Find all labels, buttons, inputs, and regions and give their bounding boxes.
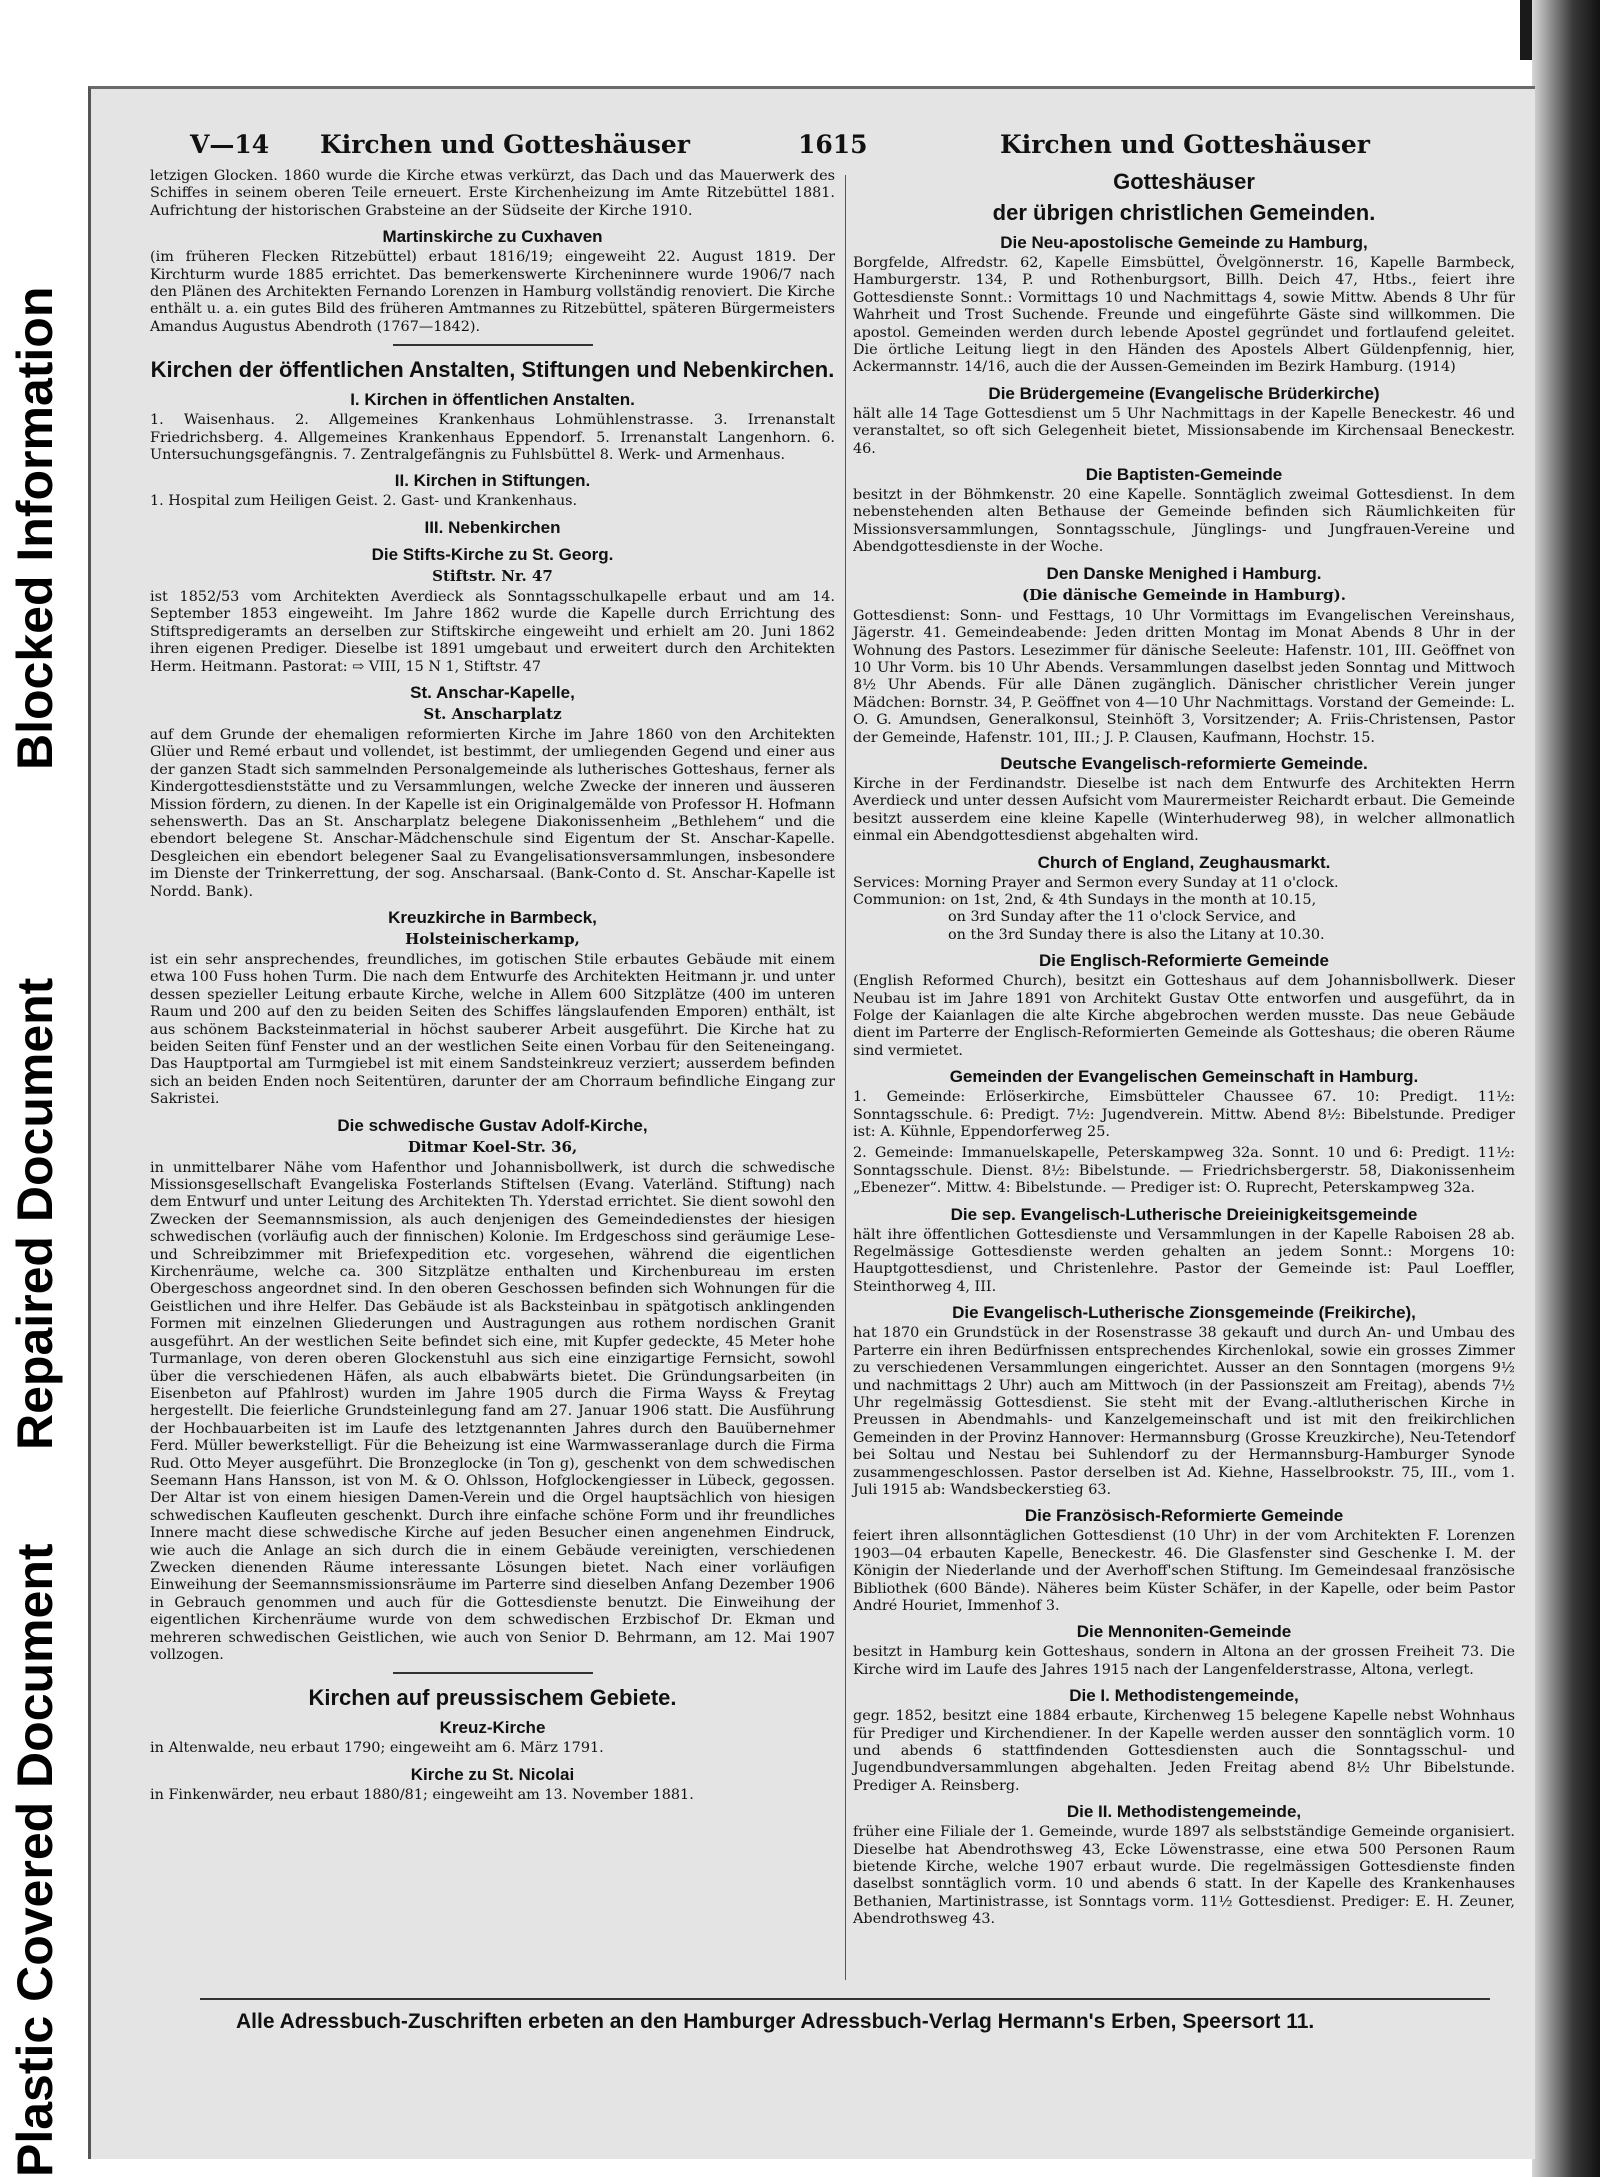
s1-title: I. Kirchen in öffentlichen Anstalten.	[350, 390, 635, 410]
meth2-text: früher eine Filiale der 1. Gemeinde, wurde 1897 als selbstständige Gemeinde organisiert. Dieselbe hat Abendrothsweg 43, Ecke Löwenstrasse, eine etwa 500 Personen Raum bietende Kirche, welche 1907 erbaut wurde. Die regelmässigen Gottesdienste finden daselbst sonntäglich vorm. 10 und abends 6 statt. In der Kapelle des Krankenhauses Bethanien, Martinistrasse, ist Sonntags vorm. 11½ Gottesdienst. Prediger: E. H. Zeuner, Abendrothsweg 43.	[853, 1824, 1515, 1928]
footer-rule	[200, 1998, 1490, 2000]
franz-text: feiert ihren allsonntäglichen Gottesdienst (10 Uhr) in der vom Architekten F. Lorenzen 1903—04 erbauten Kapelle, Beneckestr. 46. Die Glasfenster sind Geschenke I. M. der Königin der Niederlande und der Averhoff'schen Stiftung. Im Gemeindesaal französische Bibliothek (600 Bände). Näheres beim Küster Schäfer, in der Kapelle, oder beim Pastor André Houriet, Immenhof 3.	[853, 1528, 1515, 1614]
menno-title: Die Mennoniten-Gemeinde	[1076, 1622, 1292, 1642]
banner-label-plastic: Plastic Covered Document	[7, 1543, 63, 2177]
england-communion-3: on the 3rd Sunday there is also the Litany at 10.30.	[948, 926, 1325, 943]
banner-label-repaired: Repaired Document	[7, 977, 63, 1450]
england-services: Services: Morning Prayer and Sermon every Sunday at 11 o'clock.	[853, 874, 1339, 891]
schwed-title: Die schwedische Gustav Adolf-Kirche,	[337, 1115, 648, 1135]
kreuz2-text: in Altenwalde, neu erbaut 1790; eingeweiht am 6. März 1791.	[150, 1740, 604, 1757]
intro-text: letzigen Glocken. 1860 wurde die Kirche etwas verkürzt, das Dach und das Mauerwerk des Schiffes in seinem oberen Teile erneuert. Erste Kirchenheizung im Amte Ritzebüttel 1881. Aufrichtung der historischen Grabsteine an der Südseite der Kirche 1910.	[150, 168, 835, 219]
danske-sub: (Die dänische Gemeinde in Hamburg).	[1022, 585, 1346, 604]
gemeinsch-text-2: 2. Gemeinde: Immanuelskapelle, Peterskampweg 32a. Sonnt. 10 und 6: Predigt. 11½: Sonntagsschule. Dienst. 8½: Bibelstunde. — Friedrichsbergerstr. 58, Diakonissenheim „Ebenezer“. Mittw. 4: Bibelstunde. — Prediger ist: O. Ruprecht, Peterskampweg 32a.	[853, 1145, 1515, 1197]
england-communion-1: Communion: on 1st, 2nd, & 4th Sundays in the month at 10.15,	[853, 891, 1317, 908]
section-title-anstalten: Kirchen der öffentlichen Anstalten, Stiftungen und Nebenkirchen.	[150, 357, 835, 383]
kreuz2-title: Kreuz-Kirche	[439, 1718, 546, 1738]
england-title: Church of England, Zeughausmarkt.	[1037, 852, 1331, 872]
gemeinsch-title: Gemeinden der Evangelischen Gemeinschaft in Hamburg.	[949, 1067, 1419, 1087]
georg-text: ist 1852/53 vom Architekten Averdieck als Sonntagsschulkapelle erbaut und am 14. September 1853 eingeweiht. Im Jahre 1862 wurde die Kapelle durch Errichtung des Stiftspredigeramts an derselben zur Stiftskirche eingeweiht und erhielt am 20. Juni 1862 ihren eigenen Prediger. Dieselbe ist 1891 umgebaut und erweitert durch den Architekten Herm. Heitmann. Pastorat: ⇨ VIII, 15 N 1, Stiftstr. 47	[150, 588, 835, 675]
section-rule-2	[393, 1672, 593, 1674]
anschar-sub: St. Anscharplatz	[423, 704, 562, 723]
reform-title: Deutsche Evangelisch-reformierte Gemeinde.	[1000, 753, 1368, 773]
banner-label-blocked: Blocked Information	[7, 286, 63, 770]
scan-edge-shadow	[1532, 0, 1600, 2177]
page-ref: V—14	[190, 130, 270, 159]
kreuz-title: Kreuzkirche in Barmbeck,	[388, 907, 597, 927]
right-column	[853, 168, 1515, 1933]
englref-text: (English Reformed Church), besitzt ein Gotteshaus auf dem Johannisbollwerk. Dieser Neubau ist im Jahre 1891 von Architekt Gustav Otte entworfen und ausgeführt, da in Folge der Kaianlagen die alte Kirche abgebrochen werden musste. Das neue Gebäude dient im Parterre der Englisch-Reformierten Gemeinde als Gotteshaus; die oberen Räume sind vermietet.	[853, 973, 1515, 1059]
cuxhaven-text: (im früheren Flecken Ritzebüttel) erbaut 1816/19; eingeweiht 22. August 1819. Der Kirchturm wurde 1885 errichtet. Das bemerkenswerte Kircheninnere wurde 1906/7 nach den Plänen des Architekten Fernando Lorenzen in Hamburg vollständig renoviert. Die Kirche enthält u. a. ein gutes Bild des früheren Amtmannes zu Ritzebüttel, späteren Bürgermeisters Amandus Augustus Abendroth (1767—1842).	[150, 249, 835, 335]
gemeinsch-text-1: 1. Gemeinde: Erlöserkirche, Eimsbütteler Chaussee 67. 10: Predigt. 11½: Sonntagsschule. 6: Predigt. 7½: Jugendverein. Mittw. Abend 8½: Bibelstunde. Prediger ist: A. Kühnle, Eppendorferweg 25.	[853, 1089, 1515, 1141]
englref-title: Die Englisch-Reformierte Gemeinde	[1038, 951, 1330, 971]
s2-title: II. Kirchen in Stiftungen.	[394, 471, 591, 491]
meth2-title: Die II. Methodistengemeinde,	[1066, 1802, 1302, 1822]
right-title-1: Gotteshäuser	[1113, 169, 1255, 194]
cuxhaven-title: Martinskirche zu Cuxhaven	[382, 227, 603, 247]
danske-title: Den Danske Menighed i Hamburg.	[1046, 563, 1322, 583]
franz-title: Die Französisch-Reformierte Gemeinde	[1024, 1506, 1344, 1526]
nicolai-title: Kirche zu St. Nicolai	[410, 1764, 575, 1784]
menno-text: besitzt in Hamburg kein Gotteshaus, sondern in Altona an der grossen Freiheit 73. Die Kirche wird im Laufe des Jahres 1915 nach der Langenfelderstrasse, Altona, verlegt.	[853, 1644, 1515, 1678]
page-number: 1615	[798, 130, 868, 159]
brueder-title: Die Brüdergemeine (Evangelische Brüderkirche)	[988, 383, 1380, 403]
anschar-title: St. Anschar-Kapelle,	[410, 682, 575, 702]
section-rule	[393, 344, 593, 346]
archive-banner	[0, 0, 78, 2177]
schwed-sub: Ditmar Koel-Str. 36,	[407, 1137, 578, 1156]
preuss-title: Kirchen auf preussischem Gebiete.	[308, 1685, 677, 1711]
reform-text: Kirche in der Ferdinandstr. Dieselbe ist nach dem Entwurfe des Architekten Herrn Averdieck und unter dessen Aufsicht vom Maurermeister Reichardt erbaut. Die Gemeinde besitzt ausserdem eine kleine Kapelle (Winterhuderweg 98), in welcher allmonatlich einmal ein Abendgottesdienst abgehalten wird.	[853, 775, 1515, 845]
brueder-text: hält alle 14 Tage Gottesdienst um 5 Uhr Nachmittags in der Kapelle Beneckestr. 46 und veranstaltet, so oft sich Gelegenheit bietet, Missionsabende im Kirchensaal Beneckestr. 46.	[853, 405, 1515, 457]
england-communion-2: on 3rd Sunday after the 11 o'clock Service, and	[948, 909, 1296, 926]
meth1-text: gegr. 1852, besitzt eine 1884 erbaute, Kirchenweg 15 belegene Kapelle nebst Wohnhaus für Prediger und Kirchendiener. In der Kapelle werden ausser den sonntäglich vorm. 10 und abends 6 stattfindenden Gottesdiensten auch die Sonntagsschul- und Jugendbundversammlungen abgehalten. Jeden Freitag abend 8½ Uhr Bibelstunde. Prediger A. Reinsberg.	[853, 1708, 1515, 1794]
page-footer: Alle Adressbuch-Zuschriften erbeten an den Hamburger Adressbuch-Verlag Hermann's Erben, Speersort 11.	[236, 2010, 1315, 2033]
danske-text: Gottesdienst: Sonn- und Festtags, 10 Uhr Vormittags im Evangelischen Vereinshaus, Jägerstr. 41. Gemeindeabende: Jeden dritten Montag im Monat Abends 8 Uhr in der Wohnung des Pastors. Lesezimmer für dänische Seeleute: Hafenstr. 101, III. Geöffnet von 10 Uhr Vorm. bis 10 Uhr Abends. Versammlungen daselbst jeden Sonntag und Mittwoch 8½ Uhr Abends. Für alle Dänen zugänglich. Dänischer christlicher Verein junger Mädchen: Bornstr. 34, P. Geöffnet von 4—10 Uhr Nachmittags. Vorstand der Gemeinde: L. O. G. Amundsen, Generalkonsul, Steinhöft 3, Vorsitzender; A. Friis-Christensen, Pastor der Gemeinde, Hafenstr. 101, III.; J. P. Clausen, Kaufmann, Hochstr. 15.	[853, 607, 1515, 746]
kreuz-text: ist ein sehr ansprechendes, freundliches, im gotischen Stile erbautes Gebäude mit einem etwa 100 Fuss hohen Turm. Die nach dem Entwurfe des Architekten Heitmann jr. und unter dessen spezieller Leitung erbaute Kirche, welche in Allem 600 Sitzplätze (400 im unteren Raum und 200 auf den zu beiden Seiten des Schiffes längslaufenden Emporen) enthält, ist aus schönem Backsteinmaterial in höchst sauberer Arbeit ausgeführt. Die Kirche hat zu beiden Seiten fünf Fenster und an der westlichen Seite einen Vorbau für den Seiteneingang. Das Hauptportal am Turmgiebel ist mit einem Sandsteinkreuz verziert; ausserdem befinden sich an beiden Enden noch Seitentüren, darunter der am Chorraum befindliche Eingang zur Sakristei.	[150, 951, 835, 1108]
neuapost-text: Borgfelde, Alfredstr. 62, Kapelle Eimsbüttel, Övelgönnerstr. 16, Kapelle Barmbeck, Hamburgerstr. 134, P. und Rothenburgsort, Billh. Deich 47, Htbs., feiert ihre Gottesdienste Sonnt.: Vormittags 10 und Nachmittags 4, sowie Mittw. Abends 8 Uhr für Wahrheit und Trost Suchende. Freunde und eingeführte Gäste sind willkommen. Die apostol. Gemeinden werden durch lebende Apostel gegründet und fortlaufend geleitet. Die örtliche Leitung liegt in den Händen des Apostels Albert Güldenpfennig, hier, Ackermannstr. 14/16, auch die der Aussen-Gemeinden im Bezirk Hamburg. (1914)	[853, 255, 1515, 376]
dreiein-title: Die sep. Evangelisch-Lutherische Dreieinigkeitsgemeinde	[950, 1204, 1418, 1224]
header-left-title: Kirchen und Gotteshäuser	[320, 130, 690, 159]
meth1-title: Die I. Methodistengemeinde,	[1069, 1686, 1299, 1706]
zion-title: Die Evangelisch-Lutherische Zionsgemeinde (Freikirche),	[952, 1303, 1416, 1323]
s1-text: 1. Waisenhaus. 2. Allgemeines Krankenhaus Lohmühlenstrasse. 3. Irrenanstalt Friedrichsberg. 4. Allgemeines Krankenhaus Eppendorf. 5. Irrenanstalt Langenhorn. 6. Untersuchungsgefängnis. 7. Zentralgefängnis zu Fuhlsbüttel 8. Werk- und Armenhaus.	[150, 412, 835, 464]
zion-text: hat 1870 ein Grundstück in der Rosenstrasse 38 gekauft und durch An- und Umbau des Parterre ein ihren Bedürfnissen entsprechendes Kirchenlokal, sowie ein grosses Zimmer zu verschiedenen Versammlungen eingerichtet. Ausser an den Sonntagen (morgens 9½ und nachmittags 2 Uhr) auch am Mittwoch (in der Passionszeit am Freitag), abends 7½ Uhr regelmässig Gottesdienst. Sie steht mit der Evang.-altlutherischen Kirche in Preussen in Abendmahls- und Kanzelgemeinschaft und ist mit den freikirchlichen Gemeinden in der Provinz Hannover: Hermannsburg (Grosse Kreuzkirche), Neu-Tetendorf bei Soltau und Nestau bei Suhlendorf zu der Hermannsburg-Hamburger Synode zusammengeschlossen. Pastor derselben ist Ad. Kiehne, Hasselbrookstr. 75, III., vom 1. Juli 1915 ab: Wandsbeckerstieg 63.	[853, 1325, 1515, 1498]
dreiein-text: hält ihre öffentlichen Gottesdienste und Versammlungen in der Kapelle Raboisen 28 ab. Regelmässige Gottesdienste werden gehalten an jedem Sonnt.: Morgens 10: Hauptgottesdienst, und Christenlehre. Pastor der Gemeinde ist: Paul Loeffler, Steinthorweg 4, III.	[853, 1226, 1515, 1295]
georg-sub: Stiftstr. Nr. 47	[432, 566, 553, 585]
page-header	[150, 130, 1430, 170]
georg-title: Die Stifts-Kirche zu St. Georg.	[371, 544, 614, 564]
left-column	[150, 168, 835, 1808]
anschar-text: auf dem Grunde der ehemaligen reformierten Kirche im Jahre 1860 von den Architekten Glüer und Remé erbaut und vollendet, ist bestimmt, der umliegenden Gegend und einer aus der ganzen Stadt sich sammelnden Personalgemeinde als lutherisches Gotteshaus, ferner als Kindergottesdienststätte und zu Versammlungen, welche Zwecke der inneren und äusseren Mission fördern, zu dienen. In der Kapelle ist ein Originalgemälde von Professor H. Hofmann sehenswerth. Das an St. Anscharplatz belegene Diakonissenheim „Bethlehem“ und die ebendort belegene St. Anschar-Mädchenschule sind Eigentum der St. Anschar-Kapelle. Desgleichen ein ebendort belegener Saal zu Evangelisationsversammlungen, insbesondere im Dienste der Trinkerrettung, der sog. Anscharsaal. (Bank-Conto d. St. Anschar-Kapelle ist Nordd. Bank).	[150, 726, 835, 900]
right-title-2: der übrigen christlichen Gemeinden.	[992, 200, 1376, 225]
nicolai-text: in Finkenwärder, neu erbaut 1880/81; eingeweiht am 13. November 1881.	[150, 1786, 694, 1803]
schwed-text: in unmittelbarer Nähe vom Hafenthor und Johannisbollwerk, ist durch die schwedische Missionsgesellschaft Evangeliska Fosterlands Stiftelsen (Evang. Vaterländ. Stiftung) nach dem Entwurf und unter Leitung des Architekten Th. Yderstad errichtet. Sie dient sowohl den Zwecken der Seemannsmission, als auch denjenigen des Gemeindedienstes der hiesigen schwedischen (vorläufig auch der finnischen) Kolonie. Im Erdgeschoss sind geräumige Lese- und Schreibzimmer mit Briefexpedition etc. vorgesehen, während die eigentlichen Kirchenräume, welche ca. 300 Sitzplätze enthalten und Kirchenbureau im ersten Obergeschoss angeordnet sind. In den oberen Geschossen befinden sich Wohnungen für die Geistlichen und ihre Helfer. Das Gebäude ist als Backsteinbau in spätgotisch anklingenden Formen mit einzelnen Gliederungen und Austragungen aus rothem nordischen Granit ausgeführt. An der westlichen Seite befindet sich eine, mit Kupfer gedeckte, 45 Meter hohe Turmanlage, von deren oberen Glockenstuhl aus sich eine einzigartige Fernsicht, sowohl über die verschiedenen Häfen, als auch elbabwärts bietet. Die Gründungsarbeiten (in Eisenbeton auf Pfahlrost) wurden im Jahre 1905 durch die Firma Wayss & Freytag hergestellt. Die feierliche Grundsteinlegung fand am 27. Januar 1906 statt. Die Ausführung der Hochbauarbeiten ist im Laufe des letztgenannten Jahres durch den Bauübernehmer Ferd. Müller bewerkstelligt. Für die Beheizung ist eine Warmwasseranlage durch die Firma Rud. Otto Meyer ausgeführt. Die Bronzeglocke (in Ton g), geschenkt von dem schwedischen Seemann Hans Hansson, ist von M. & O. Ohlsson, Hofglockengiesser in Lübeck, gegossen. Der Altar ist von einem hiesigen Damen-Verein und die Orgel hauptsächlich von hiesigen schwedischen Kaufleuten geschenkt. Durch ihre einfache schöne Form und ihr freundliches Innere macht diese schwedische Kirche auf jeden Besucher einen angenehmen Eindruck, wie auch die Anlage an sich durch die in einem Gebäude vereinigten, verschiedenen Zwecken dienenden Räume interessante Lösungen bietet. Nach einer vorläufigen Einweihung der Seemannsmissionsräume im Parterre sind dieselben Anfang Dezember 1906 in Gebrauch genommen und auch für die Gottesdienste benutzt. Die Einweihung der eigentlichen Kirchenräume wurde von dem schwedischen Erzbischof Dr. Ekman und mehreren schwedischen Geistlichen, wie auch von Senior D. Behrmann, am 12. Mai 1907 vollzogen.	[150, 1159, 835, 1663]
header-right-title: Kirchen und Gotteshäuser	[1000, 130, 1370, 159]
s2-text: 1. Hospital zum Heiligen Geist. 2. Gast- und Krankenhaus.	[150, 493, 578, 510]
baptist-title: Die Baptisten-Gemeinde	[1085, 465, 1283, 485]
neuapost-title: Die Neu-apostolische Gemeinde zu Hamburg,	[1000, 233, 1368, 252]
baptist-text: besitzt in der Böhmkenstr. 20 eine Kapelle. Sonntäglich zweimal Gottesdienst. In dem nebenstehenden alten Bethause der Gemeinde befinden sich Räumlichkeiten für Missionsversammlungen, Sonntagsschule, Jünglings- und Jungfrauen-Vereine und Abendgottesdienste in der Woche.	[853, 487, 1515, 556]
kreuz-sub: Holsteinischerkamp,	[405, 929, 580, 948]
s3-title: III. Nebenkirchen	[424, 517, 561, 537]
column-divider	[845, 175, 846, 1980]
